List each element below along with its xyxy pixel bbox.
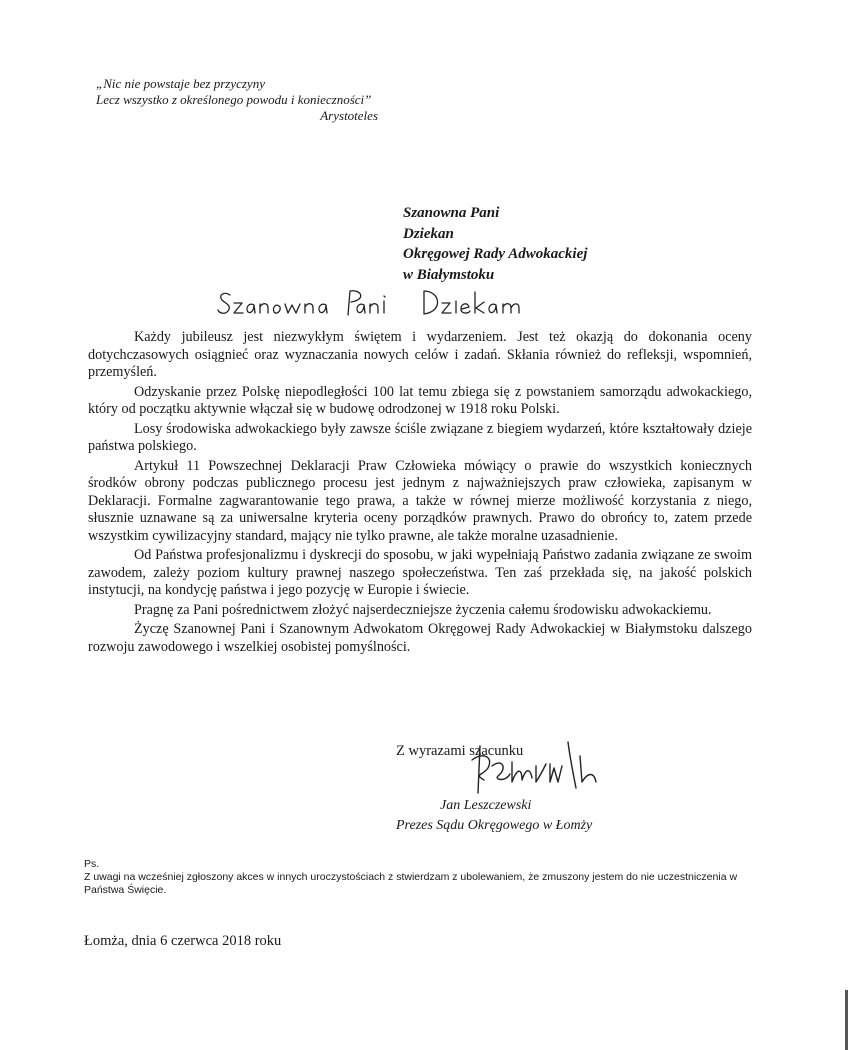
epigraph-author: Arystoteles [320, 108, 378, 123]
postscript [84, 858, 744, 897]
body-paragraph: Pragnę za Pani pośrednictwem złożyć najserdeczniejsze życzenia całemu środowisku adwokackiemu. [134, 601, 712, 618]
body-paragraph: Artykuł 11 Powszechnej Deklaracji Praw Człowieka mówiący o prawie do wszystkich koniecznych środków obrony podczas publicznego procesu jest jednym z najważniejszych praw człowieka, zapisanym w Deklaracji. Formalne zagwarantowanie tego prawa, a także w równej mierze możliwość korzystania z niego, słusznie uznawane są za uniwersalne kryteria oceny porządków prawnych. Prawo do obrońcy to, zatem przede wszystkim cywilizacyjny standard, mający nie tylko prawne, ale także moralne uzasadnienie. [88, 457, 752, 544]
addressee-line-1: Szanowna Pani [403, 205, 500, 221]
addressee-block [403, 203, 703, 285]
body-paragraph: Życzę Szanownej Pani i Szanownym Adwokatom Okręgowej Rady Adwokackiej w Białymstoku dalszego rozwoju zawodowego i wszelkiej osobistej pomyślności. [88, 621, 752, 655]
body-paragraph: Od Państwa profesjonalizmu i dyskrecji do sposobu, w jaki wypełniają Państwo zadania związane ze swoim zawodem, zależy poziom kultury prawnej naszego społeczeństwa. Ten zaś przekłada się, na jakość polskich instytucji, na kondycję państwa i jego pozycję w Europie i świecie. [88, 547, 752, 598]
handwritten-signature [462, 738, 612, 798]
epigraph [96, 76, 416, 124]
postscript-text: Z uwagi na wcześniej zgłoszony akces w innych uroczystościach z stwierdzam z ubolewaniem, że zmuszony jestem do nie uczestniczenia w Państwa Święcie. [84, 871, 738, 896]
signer-block [396, 796, 636, 836]
body-paragraph: Odzyskanie przez Polskę niepodległości 100 lat temu zbiega się z powstaniem samorządu adwokackiego, który od początku aktywnie włączał się w budowę odrodzonej w 1918 roku Polski. [88, 383, 752, 417]
epigraph-line-2: Lecz wszystko z określonego powodu i konieczności” [96, 92, 372, 107]
addressee-line-4: w Białymstoku [403, 266, 495, 283]
place-and-date: Łomża, dnia 6 czerwca 2018 roku [84, 933, 282, 949]
addressee-line-2: Dziekan [403, 225, 454, 242]
letter-body [88, 329, 752, 658]
epigraph-line-1: „Nic nie powstaje bez przyczyny [96, 76, 265, 91]
signer-name: Jan Leszczewski [440, 798, 532, 813]
signer-title: Prezes Sądu Okręgowego w Łomży [396, 818, 593, 833]
body-paragraph: Losy środowiska adwokackiego były zawsze ściśle związane z biegiem wydarzeń, które kształtowały dzieje państwa polskiego. [88, 420, 752, 454]
postscript-label: Ps. [84, 858, 100, 870]
closing-phrase: Z wyrazami szacunku [396, 743, 524, 759]
addressee-line-3: Okręgowej Rady Adwokackiej [403, 246, 588, 262]
body-paragraph: Każdy jubileusz jest niezwykłym świętem i wydarzeniem. Jest też okazją do dokonania oceny dotychczasowych osiągnieć oraz wyznaczania nowych celów i zadań. Skłania również do refleksji, wspomnień, przemyśleń. [88, 329, 752, 380]
handwritten-salutation [216, 283, 576, 323]
scan-edge-mark [845, 990, 848, 1050]
